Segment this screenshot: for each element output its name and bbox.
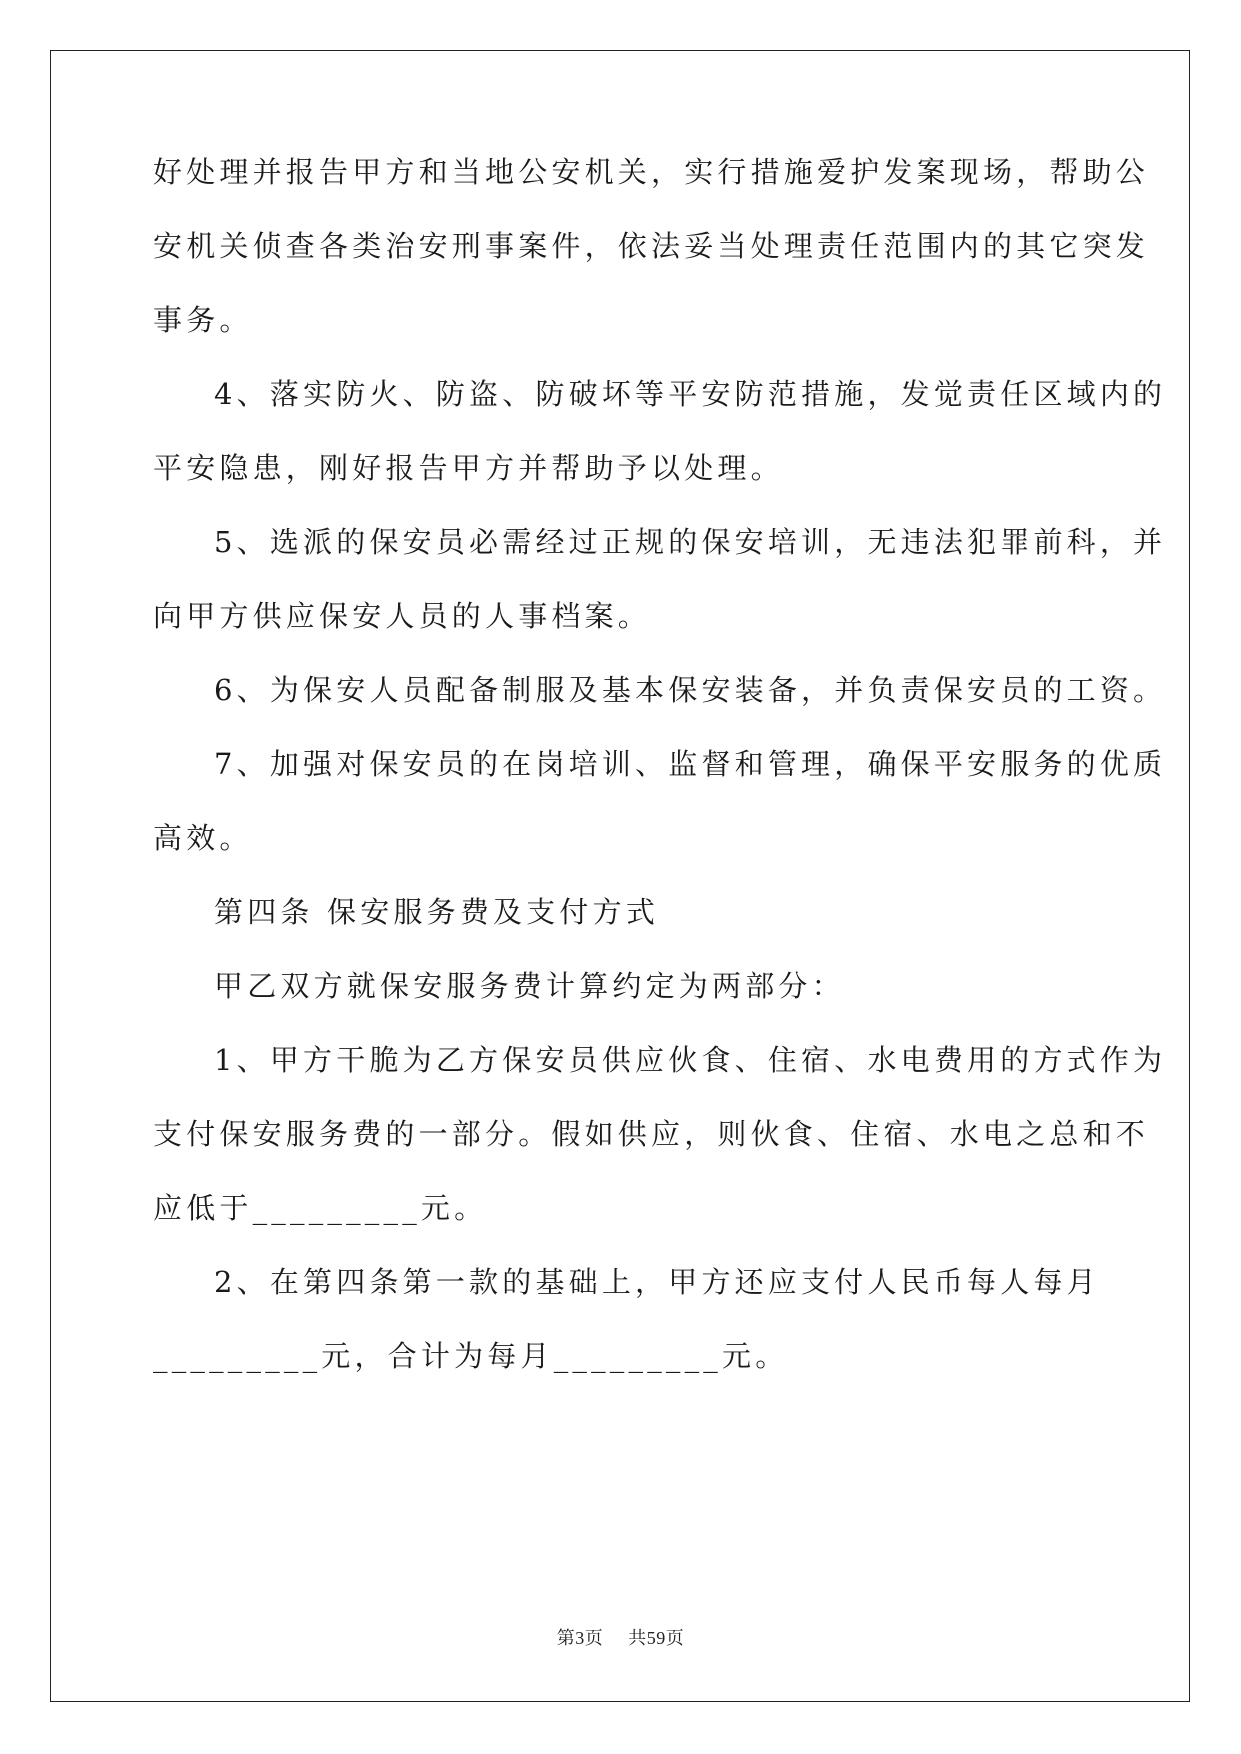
paragraph-line: _________元，合计为每月_________元。 [153,1339,789,1373]
paragraph-line: 向甲方供应保安人员的人事档案。 [153,599,652,633]
paragraph-line: 1、甲方干脆为乙方保安员供应伙食、住宿、水电费用的方式作为 [214,1043,1167,1077]
page-prefix: 第 [556,1628,576,1649]
paragraph-line: 事务。 [153,303,253,337]
section-heading: 第四条 保安服务费及支付方式 [214,895,660,929]
paragraph-line: 好处理并报告甲方和当地公安机关，实行措施爱护发案现场，帮助公 [153,155,1150,189]
paragraph-line: 应低于_________元。 [153,1191,488,1225]
page-total: 59 [646,1628,666,1648]
page-border [50,50,1190,1702]
paragraph-line: 5、选派的保安员必需经过正规的保安培训，无违法犯罪前科，并 [214,525,1167,559]
paragraph-line: 高效。 [153,821,253,855]
paragraph-line: 7、加强对保安员的在岗培训、监督和管理，确保平安服务的优质 [214,747,1167,781]
paragraph-line: 2、在第四条第一款的基础上，甲方还应支付人民币每人每月 [214,1265,1100,1299]
page-suffix: 页 [665,1628,685,1649]
paragraph-line: 安机关侦查各类治安刑事案件，依法妥当处理责任范围内的其它突发 [153,229,1150,263]
paragraph-line: 支付保安服务费的一部分。假如供应，则伙食、住宿、水电之总和不 [153,1117,1150,1151]
page-mid: 页 共 [584,1628,647,1649]
paragraph-line: 4、落实防火、防盗、防破坏等平安防范措施，发觉责任区域内的 [214,377,1167,411]
paragraph-line: 甲乙双方就保安服务费计算约定为两部分： [214,969,845,1003]
paragraph-line: 6、为保安人员配备制服及基本保安装备，并负责保安员的工资。 [214,673,1167,707]
paragraph-line: 平安隐患，刚好报告甲方并帮助予以处理。 [153,451,784,485]
page-footer [0,1626,1241,1651]
page-current: 3 [575,1628,585,1648]
